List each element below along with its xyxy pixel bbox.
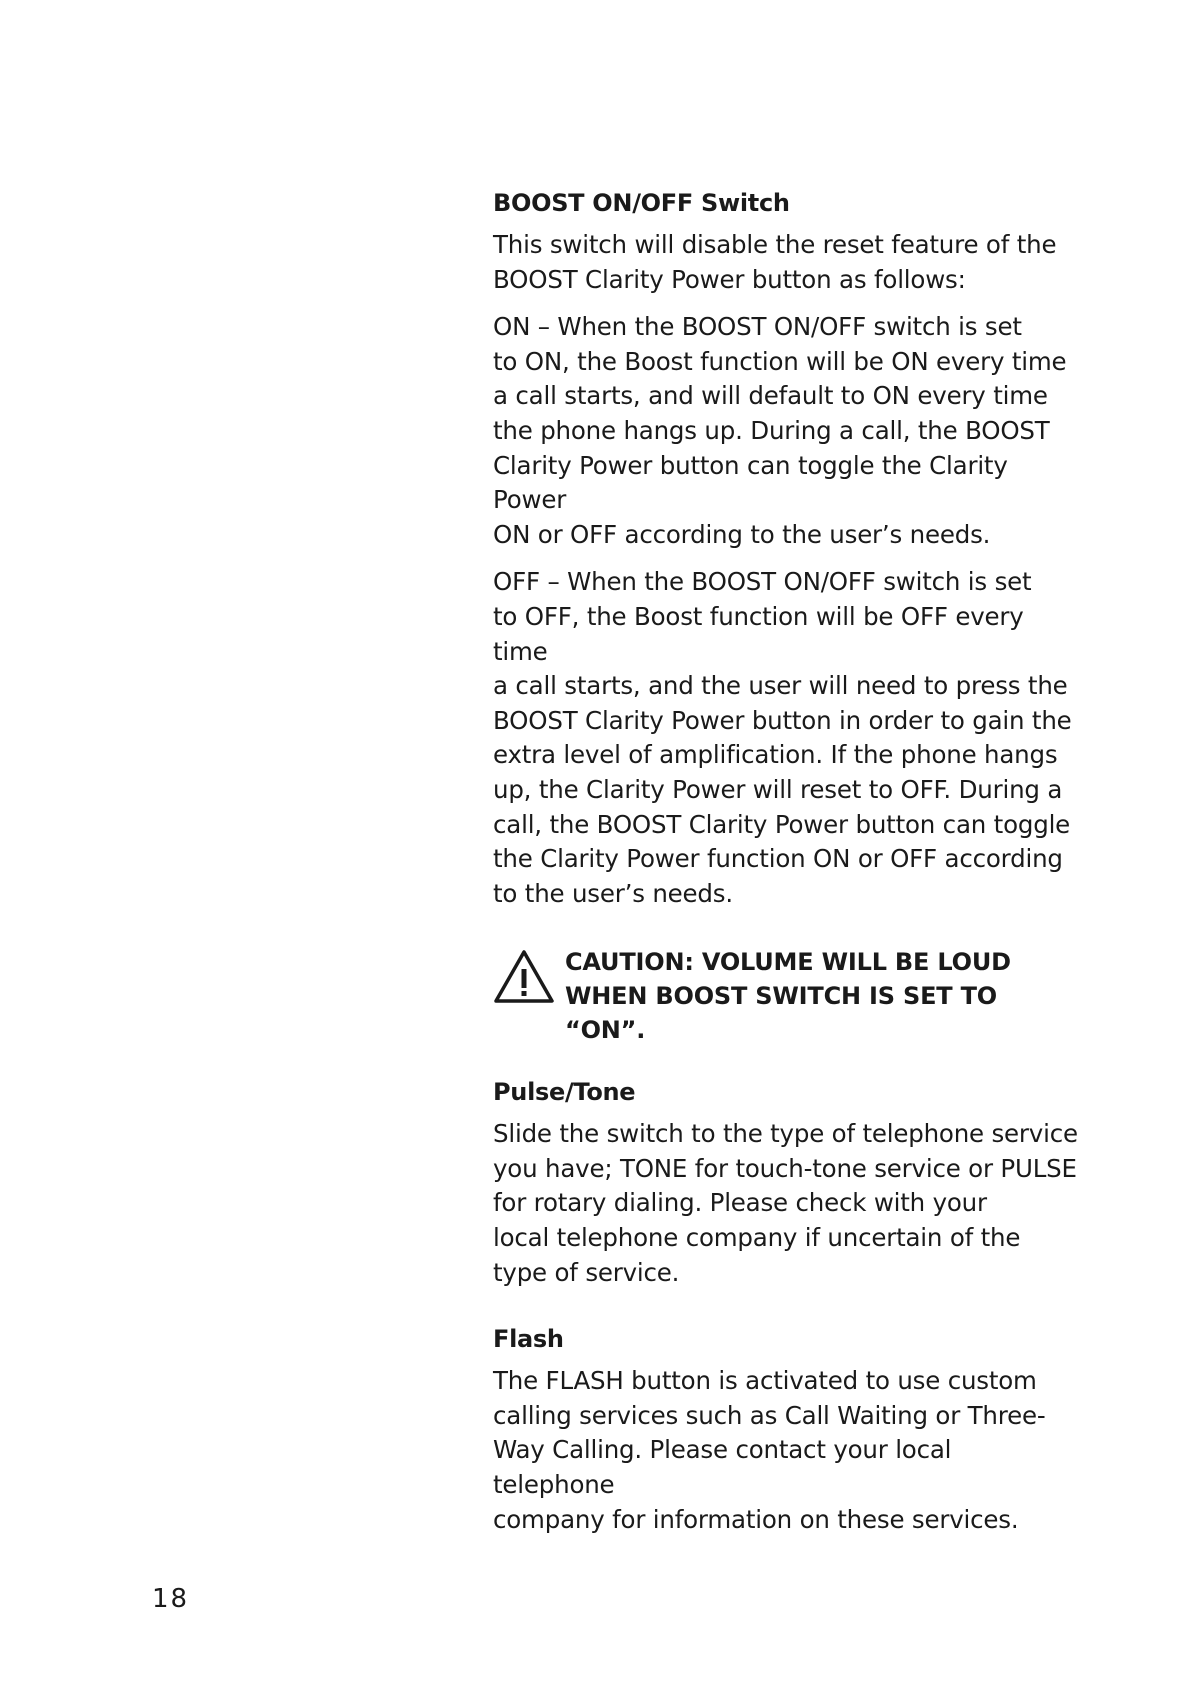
text-line: the phone hangs up. During a call, the BOOST bbox=[493, 415, 1050, 445]
text-line: Clarity Power button can toggle the Clarity Power bbox=[493, 450, 1008, 515]
warning-triangle-icon bbox=[493, 949, 555, 1005]
boost-off-paragraph bbox=[493, 565, 1078, 911]
pulse-tone-heading: Pulse/Tone bbox=[493, 1078, 636, 1107]
text-line: for rotary dialing. Please check with your bbox=[493, 1188, 987, 1218]
text-line: a call starts, and will default to ON every time bbox=[493, 381, 1048, 411]
text-line: ON – When the BOOST ON/OFF switch is set bbox=[493, 312, 1022, 342]
text-line: the Clarity Power function ON or OFF according bbox=[493, 844, 1063, 874]
text-line: call, the BOOST Clarity Power button can toggle bbox=[493, 809, 1071, 839]
caution-notice bbox=[493, 945, 1078, 1047]
text-line: This switch will disable the reset feature of the bbox=[493, 230, 1057, 259]
text-line: a call starts, and the user will need to press the bbox=[493, 671, 1068, 701]
text-line: BOOST Clarity Power button in order to gain the bbox=[493, 705, 1072, 735]
flash-paragraph bbox=[493, 1364, 1078, 1537]
text-line: BOOST Clarity Power button as follows: bbox=[493, 264, 966, 294]
text-line: company for information on these services. bbox=[493, 1504, 1019, 1534]
flash-heading: Flash bbox=[493, 1325, 564, 1354]
text-line: to ON, the Boost function will be ON every time bbox=[493, 346, 1067, 376]
page-number: 18 bbox=[152, 1584, 190, 1614]
boost-on-paragraph bbox=[493, 310, 1078, 552]
text-line: OFF – When the BOOST ON/OFF switch is set bbox=[493, 567, 1032, 597]
text-line: extra level of amplification. If the phone hangs bbox=[493, 740, 1058, 770]
manual-page-content bbox=[493, 186, 1078, 1537]
text-line: local telephone company if uncertain of the bbox=[493, 1223, 1021, 1253]
text-line: Way Calling. Please contact your local telephone bbox=[493, 1435, 952, 1500]
text-line: to the user’s needs. bbox=[493, 878, 733, 908]
caution-line-2: WHEN BOOST SWITCH IS SET TO “ON”. bbox=[565, 982, 997, 1045]
text-line: calling services such as Call Waiting or Three- bbox=[493, 1400, 1046, 1430]
text-line: you have; TONE for touch-tone service or PULSE bbox=[493, 1153, 1077, 1183]
text-line: Slide the switch to the type of telephone service bbox=[493, 1119, 1078, 1149]
boost-switch-heading: BOOST ON/OFF Switch bbox=[493, 189, 790, 217]
text-line: to OFF, the Boost function will be OFF every time bbox=[493, 601, 1024, 666]
text-line: up, the Clarity Power will reset to OFF. During a bbox=[493, 774, 1063, 804]
pulse-tone-paragraph bbox=[493, 1117, 1078, 1290]
boost-intro-paragraph bbox=[493, 228, 1078, 297]
text-line: type of service. bbox=[493, 1257, 680, 1287]
text-line: The FLASH button is activated to use custom bbox=[493, 1366, 1037, 1396]
text-line: ON or OFF according to the user’s needs. bbox=[493, 519, 991, 549]
caution-line-1: CAUTION: VOLUME WILL BE LOUD bbox=[565, 948, 1011, 977]
